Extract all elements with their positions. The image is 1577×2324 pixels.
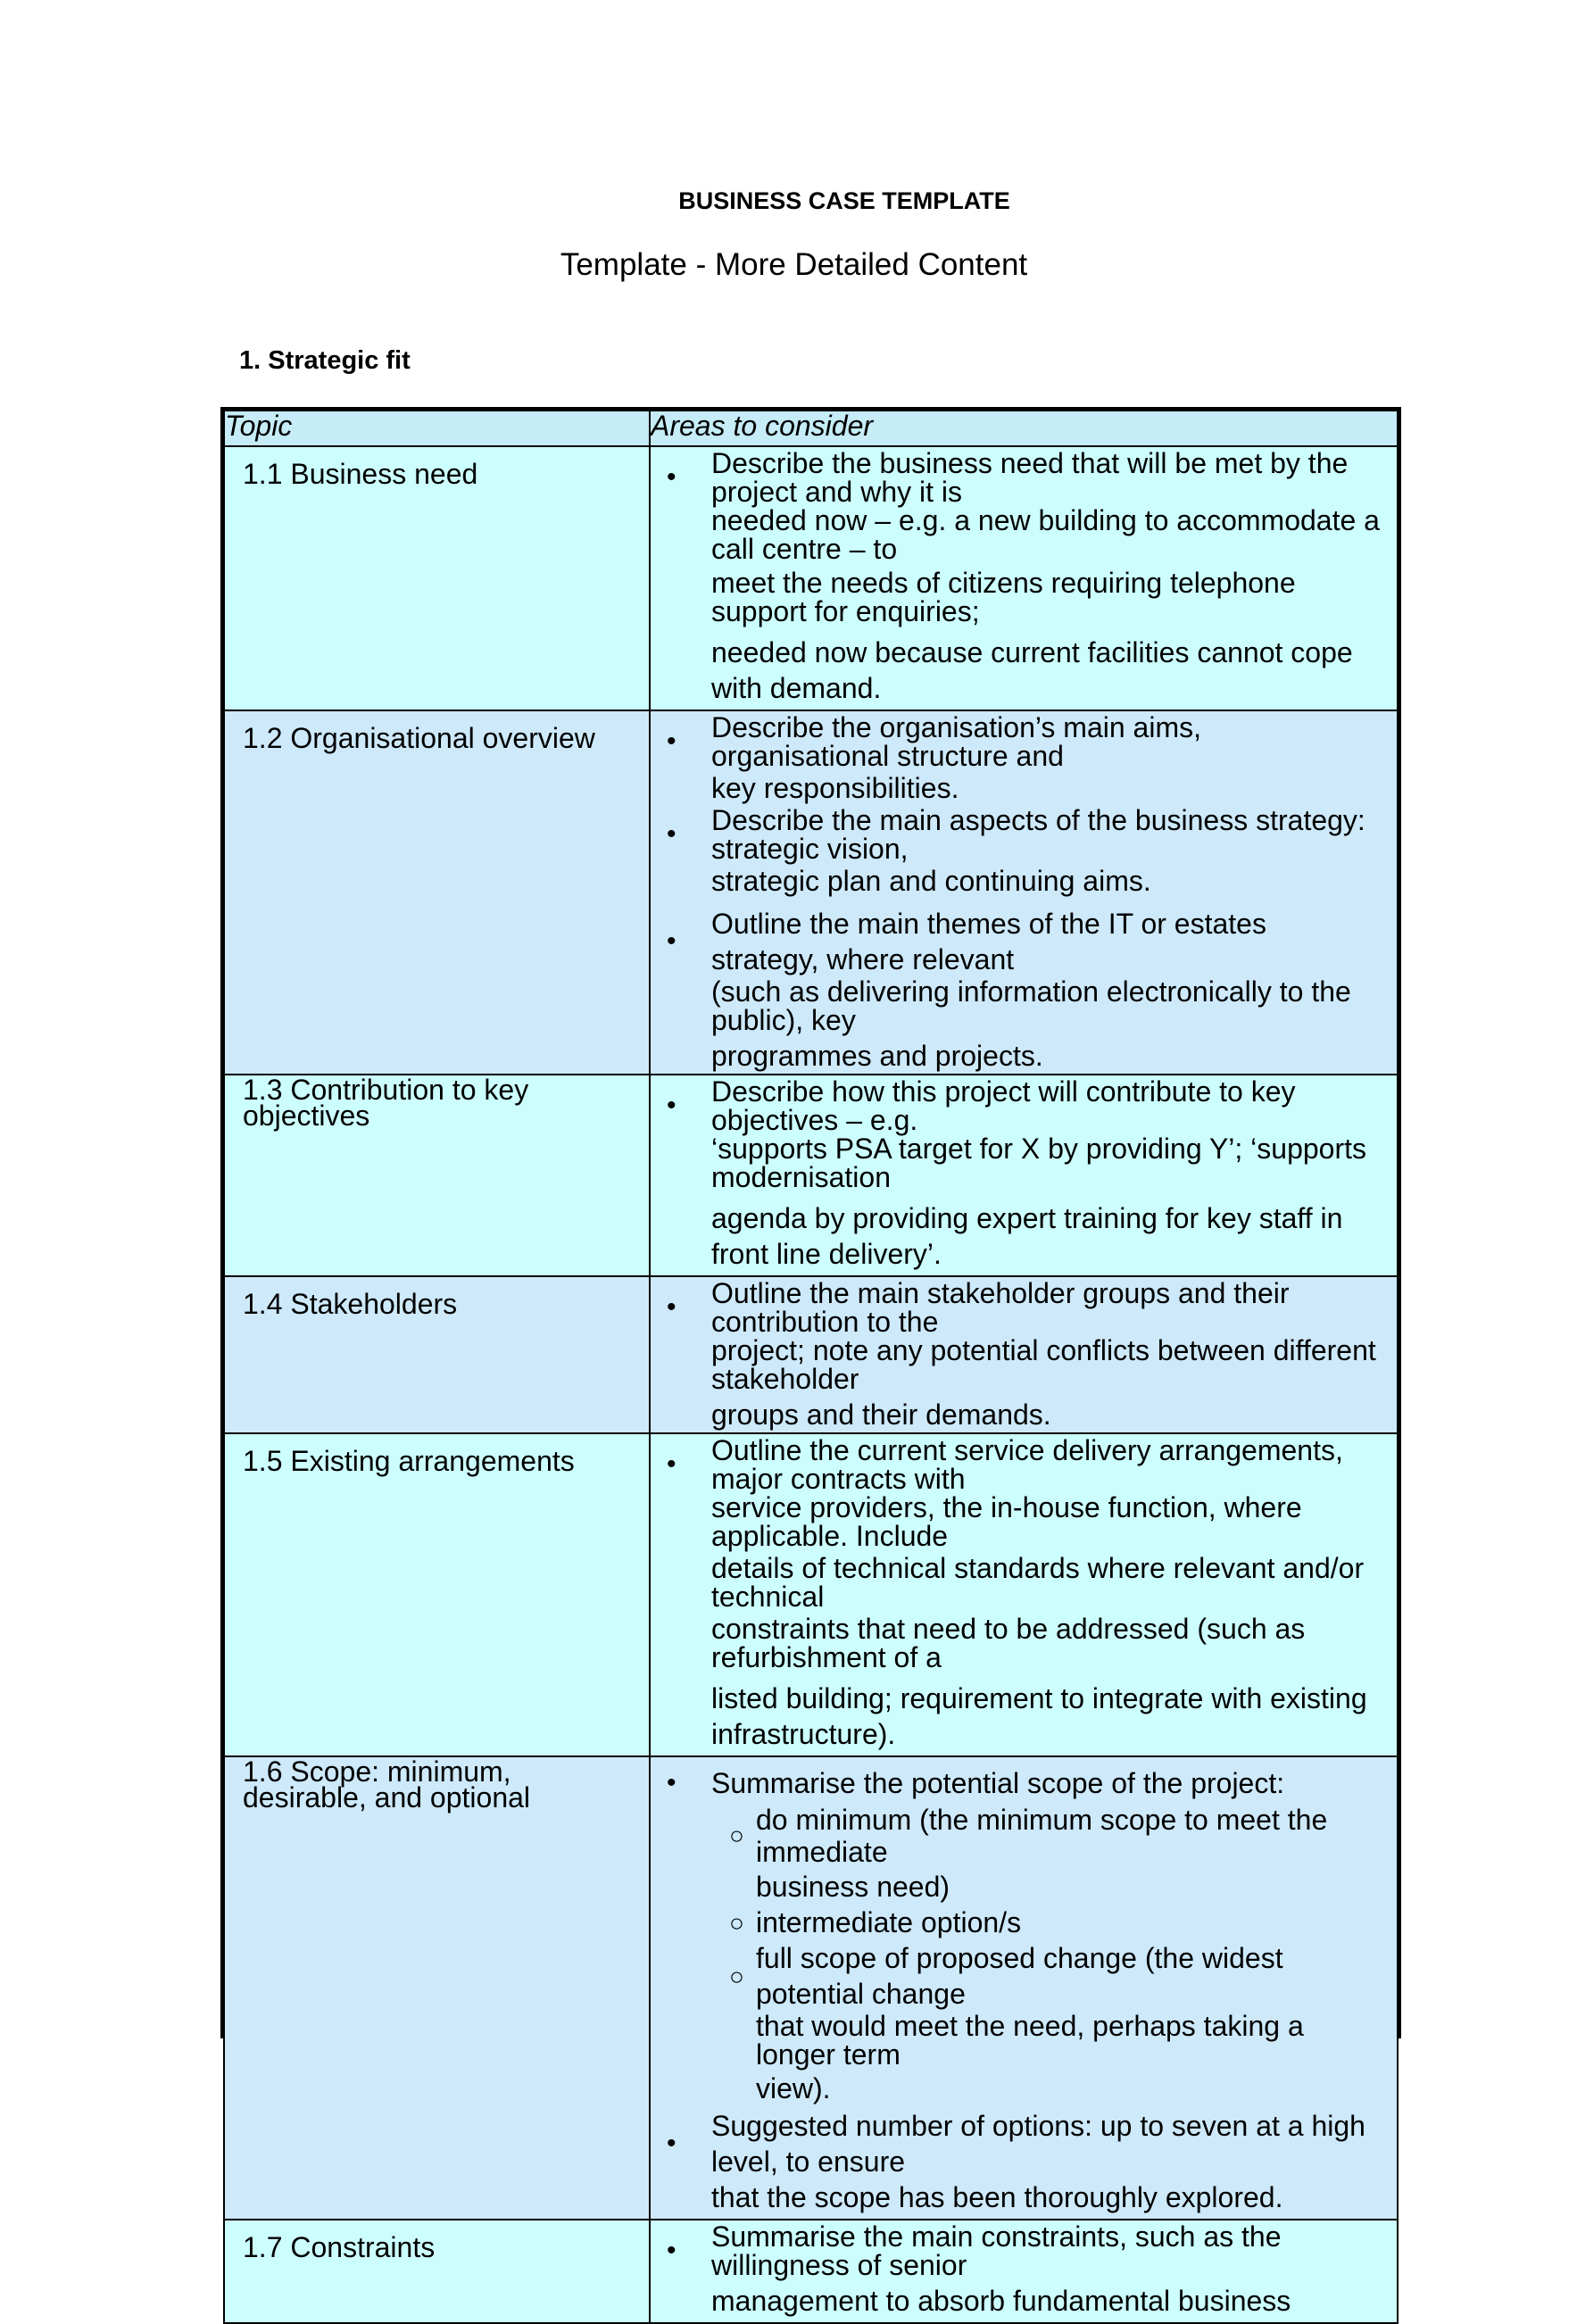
sub-bullet-continuation	[660, 2012, 1393, 2103]
table-row	[224, 1075, 1398, 1276]
row-areas-stakeholders	[650, 1276, 1398, 1433]
text-line: technical	[711, 1581, 825, 1613]
circle-bullet-icon: ○	[729, 1822, 744, 1850]
bullet-icon: •	[667, 819, 676, 850]
text-line: Describe how this project will contribute to key	[711, 1075, 1296, 1108]
text-line: Outline the main stakeholder groups and their	[711, 1277, 1290, 1309]
document-title: BUSINESS CASE TEMPLATE	[678, 187, 1010, 214]
text-line: project; note any potential conflicts between different	[711, 1334, 1376, 1366]
bullet-icon: •	[667, 1449, 676, 1480]
document-subtitle: Template - More Detailed Content	[560, 247, 1028, 282]
text-line: longer term	[756, 2038, 901, 2071]
bullet-item	[660, 1766, 1393, 1800]
row-areas-existing-arrangements	[650, 1433, 1398, 1756]
row-areas-constraints	[650, 2220, 1398, 2323]
table-grid	[223, 410, 1399, 2324]
text-line: front line delivery’.	[711, 1238, 942, 1270]
text-line: Suggested number of options: up to seven at a high	[711, 2110, 1365, 2143]
bullet-icon: •	[667, 1292, 676, 1323]
bullet-continuation	[660, 977, 1393, 1070]
bullet-icon: •	[667, 726, 676, 757]
text-line: groups and their demands.	[711, 1399, 1051, 1431]
row-areas-contribution	[650, 1075, 1398, 1276]
text-line: immediate	[756, 1836, 888, 1869]
text-line: that would meet the need, perhaps taking a	[756, 2010, 1304, 2043]
text-line: full scope of proposed change (the widest	[756, 1942, 1283, 1975]
header-topic: Topic	[224, 411, 650, 446]
text-line: Describe the business need that will be met by the	[711, 447, 1349, 479]
bullet-continuation	[660, 506, 1393, 706]
table-row	[224, 710, 1398, 1075]
text-line: objectives – e.g.	[711, 1104, 918, 1136]
text-line: strategic plan and continuing aims.	[711, 865, 1151, 897]
text-line: Summarise the potential scope of the project:	[711, 1766, 1285, 1799]
text-line: do minimum (the minimum scope to meet the	[756, 1803, 1328, 1836]
bullet-item	[660, 1279, 1393, 1336]
text-line: strategic vision,	[711, 833, 909, 865]
text-line: with demand.	[711, 672, 882, 704]
text-line: call centre – to	[711, 533, 898, 565]
table-row	[224, 1756, 1398, 2220]
table-row	[224, 1276, 1398, 1433]
circle-bullet-icon: ○	[729, 1962, 744, 1990]
circle-bullet-icon: ○	[729, 1908, 744, 1937]
row-areas-scope	[650, 1756, 1398, 2220]
table-row	[224, 446, 1398, 710]
bullet-icon: •	[667, 2236, 676, 2266]
text-line: needed now because current facilities cannot cope	[711, 636, 1353, 668]
text-line: business need)	[756, 1871, 950, 1904]
text-line: key responsibilities.	[711, 772, 959, 804]
row-topic-existing-arrangements: 1.5 Existing arrangements	[224, 1433, 650, 1756]
row-areas-business-need	[650, 446, 1398, 710]
text-line: willingness of senior	[711, 2249, 967, 2282]
bullet-item	[660, 713, 1393, 770]
text-line: public), key	[711, 1004, 856, 1036]
text-line: view).	[756, 2072, 831, 2105]
text-line: intermediate option/s	[756, 1906, 1022, 1939]
bullet-continuation	[660, 1493, 1393, 1752]
bullet-continuation	[660, 1134, 1393, 1272]
text-line: details of technical standards where relevant and/or	[711, 1552, 1365, 1584]
bullet-icon: •	[667, 2129, 676, 2159]
bullet-continuation	[660, 863, 1393, 899]
table-row	[224, 2220, 1398, 2323]
sub-bullet-continuation	[660, 1869, 1393, 1905]
bullet-item	[660, 1436, 1393, 1493]
bullet-item	[660, 2220, 1393, 2282]
text-line: (such as delivering information electronically to the	[711, 975, 1351, 1008]
bullet-continuation	[660, 2179, 1393, 2215]
bullet-icon: •	[667, 1091, 676, 1121]
text-line: agenda by providing expert training for key staff in	[711, 1202, 1343, 1234]
text-line: potential change	[756, 1978, 966, 2011]
text-line: stakeholder	[711, 1363, 859, 1395]
bullet-item	[660, 1077, 1393, 1134]
text-line: Describe the organisation’s main aims,	[711, 711, 1201, 743]
text-line: contribution to the	[711, 1306, 939, 1338]
row-areas-organisational-overview	[650, 710, 1398, 1075]
text-line: Summarise the main constraints, such as the	[711, 2220, 1282, 2253]
header-areas: Areas to consider	[650, 411, 1398, 446]
text-line: refurbishment of a	[711, 1641, 942, 1673]
bullet-item	[660, 806, 1393, 863]
text-line: meet the needs of citizens requiring telephone	[711, 567, 1296, 599]
text-line: level, to ensure	[711, 2146, 906, 2179]
text-line: needed now – e.g. a new building to accommodate a	[711, 504, 1380, 536]
bullet-continuation	[660, 2283, 1393, 2319]
text-line: modernisation	[711, 1161, 891, 1193]
text-line: management to absorb fundamental business	[711, 2285, 1291, 2318]
row-topic-constraints: 1.7 Constraints	[224, 2220, 650, 2323]
row-topic-scope	[224, 1756, 650, 2220]
bullet-icon: •	[667, 926, 676, 957]
text-line: Describe the main aspects of the business strategy:	[711, 804, 1365, 836]
section-heading: 1. Strategic fit	[239, 346, 411, 375]
text-line: applicable. Include	[711, 1520, 949, 1552]
sub-bullet-item	[660, 1804, 1393, 1870]
row-topic-organisational-overview: 1.2 Organisational overview	[224, 710, 650, 1075]
text-line: organisational structure and	[711, 740, 1064, 772]
sub-bullet-item	[660, 1905, 1393, 1940]
text-line: Outline the current service delivery arrangements,	[711, 1434, 1343, 1466]
bullet-continuation	[660, 770, 1393, 806]
text-line: Outline the main themes of the IT or estates	[711, 908, 1266, 940]
bullet-item	[660, 906, 1393, 977]
table-row	[224, 1433, 1398, 1756]
text-line: strategy, where relevant	[711, 943, 1015, 975]
table-header-row	[224, 411, 1398, 446]
text-line: project and why it is	[711, 476, 963, 508]
text-line: infrastructure).	[711, 1718, 896, 1750]
text-line: service providers, the in-house function, where	[711, 1491, 1302, 1523]
scope-topic-text: 1.6 Scope: minimum, desirable, and optional	[243, 1755, 531, 1814]
text-line: listed building; requirement to integrate with existing	[711, 1682, 1367, 1714]
text-line: programmes and projects.	[711, 1040, 1043, 1072]
text-line: constraints that need to be addressed (such as	[711, 1613, 1306, 1645]
row-topic-contribution: 1.3 Contribution to key objectives	[224, 1075, 650, 1276]
text-line: that the scope has been thoroughly explored.	[711, 2181, 1283, 2214]
bullet-icon: •	[667, 1768, 676, 1797]
text-line: support for enquiries;	[711, 595, 980, 627]
row-topic-stakeholders: 1.4 Stakeholders	[224, 1276, 650, 1433]
text-line: major contracts with	[711, 1463, 966, 1495]
bullet-item	[660, 449, 1393, 506]
bullet-continuation	[660, 1336, 1393, 1429]
strategic-fit-table	[220, 407, 1401, 2318]
bullet-icon: •	[667, 462, 676, 493]
row-topic-business-need: 1.1 Business need	[224, 446, 650, 710]
bullet-item	[660, 2108, 1393, 2179]
text-line: ‘supports PSA target for X by providing Y’; ‘supports	[711, 1133, 1367, 1165]
sub-bullet-item	[660, 1940, 1393, 2012]
